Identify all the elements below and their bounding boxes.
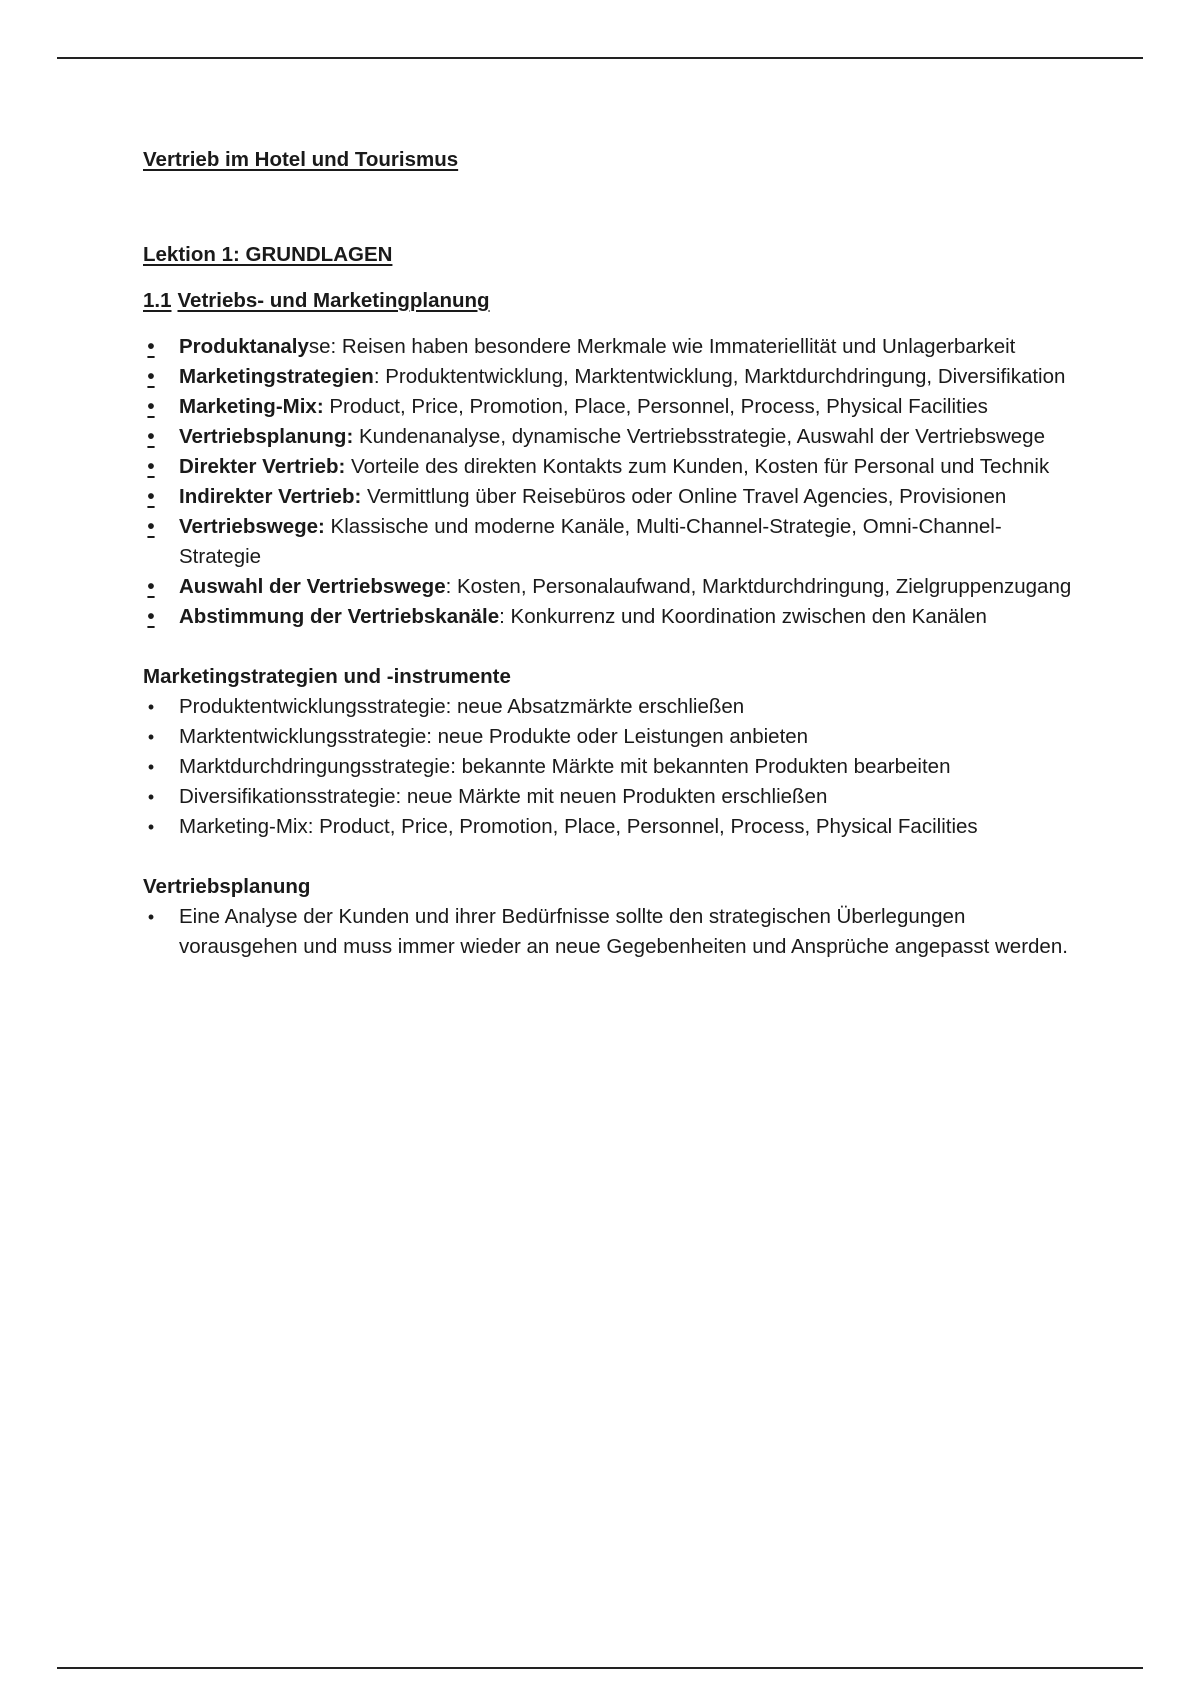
bullet-term: Marketingstrategien bbox=[179, 365, 374, 388]
list-item bbox=[143, 782, 1083, 812]
marketing-heading: Marketingstrategien und -instrumente bbox=[143, 665, 511, 688]
list-item bbox=[143, 362, 1083, 392]
list-item bbox=[143, 572, 1083, 602]
subsection-number: 1.1 bbox=[143, 289, 172, 312]
bullet-icon: • bbox=[147, 575, 155, 598]
bullet-icon: • bbox=[147, 605, 155, 628]
list-item bbox=[143, 602, 1083, 632]
bullet-text: Kundenanalyse, dynamische Vertriebsstrategie, Auswahl der Vertriebswege bbox=[353, 425, 1045, 448]
bullet-icon: • bbox=[147, 817, 155, 837]
list-item bbox=[143, 812, 1083, 842]
subsection-title: Vetriebs- und Marketingplanung bbox=[177, 289, 490, 312]
main-bullet-list bbox=[143, 332, 1083, 632]
bullet-icon: • bbox=[147, 787, 155, 807]
list-item bbox=[143, 422, 1083, 452]
bullet-icon: • bbox=[147, 697, 155, 717]
list-item bbox=[143, 332, 1083, 362]
footer-rule bbox=[57, 1667, 1143, 1669]
bullet-text: Vorteile des direkten Kontakts zum Kunden, Kosten für Personal und Technik bbox=[345, 455, 1050, 478]
list-item bbox=[143, 902, 1083, 962]
bullet-text: se: Reisen haben besondere Merkmale wie Immateriellität und Unlagerbarkeit bbox=[308, 335, 1016, 358]
list-item bbox=[143, 722, 1083, 752]
bullet-term: Vertriebsplanung: bbox=[179, 425, 354, 448]
list-item-text: Produktentwicklungsstrategie: neue Absatzmärkte erschließen bbox=[179, 695, 745, 718]
list-item-text: Marktentwicklungsstrategie: neue Produkte oder Leistungen anbieten bbox=[179, 725, 809, 748]
bullet-text: Klassische und moderne Kanäle, Multi-Channel-Strategie, Omni-Channel-Strategie bbox=[179, 515, 1002, 568]
bullet-text: Product, Price, Promotion, Place, Personnel, Process, Physical Facilities bbox=[323, 395, 988, 418]
bullet-text: : Kosten, Personalaufwand, Marktdurchdringung, Zielgruppenzugang bbox=[445, 575, 1072, 598]
list-item-text: Marketing-Mix: Product, Price, Promotion, Place, Personnel, Process, Physical Facilities bbox=[179, 815, 978, 838]
bullet-term: Produktanaly bbox=[179, 335, 309, 358]
bullet-icon: • bbox=[147, 727, 155, 747]
list-item-text: Diversifikationsstrategie: neue Märkte mit neuen Produkten erschließen bbox=[179, 785, 828, 808]
bullet-icon: • bbox=[147, 515, 155, 538]
list-item bbox=[143, 692, 1083, 722]
bullet-term: Vertriebswege: bbox=[179, 515, 325, 538]
bullet-text: Vermittlung über Reisebüros oder Online Travel Agencies, Provisionen bbox=[361, 485, 1007, 508]
list-item bbox=[143, 392, 1083, 422]
list-item-text: Eine Analyse der Kunden und ihrer Bedürfnisse sollte den strategischen Überlegungen vorausgehen und muss immer wieder an neue Gegebenheiten und Ansprüche angepasst werden. bbox=[179, 905, 1068, 958]
bullet-term: Abstimmung der Vertriebskanäle bbox=[179, 605, 500, 628]
header-rule bbox=[57, 57, 1143, 59]
bullet-icon: • bbox=[147, 365, 155, 388]
lesson-heading: Lektion 1: GRUNDLAGEN bbox=[143, 243, 393, 266]
bullet-term: Auswahl der Vertriebswege bbox=[179, 575, 446, 598]
bullet-term: Indirekter Vertrieb: bbox=[179, 485, 362, 508]
list-item bbox=[143, 752, 1083, 782]
list-item bbox=[143, 482, 1083, 512]
bullet-text: : Konkurrenz und Koordination zwischen den Kanälen bbox=[499, 605, 987, 628]
subsection-heading bbox=[143, 286, 1083, 316]
bullet-term: Direkter Vertrieb: bbox=[179, 455, 346, 478]
bullet-icon: • bbox=[147, 425, 155, 448]
list-item-text: Marktdurchdringungsstrategie: bekannte Märkte mit bekannten Produkten bearbeiten bbox=[179, 755, 951, 778]
vertriebsplanung-heading: Vertriebsplanung bbox=[143, 875, 311, 898]
vertriebsplanung-list bbox=[143, 902, 1083, 962]
document-title: Vertrieb im Hotel und Tourismus bbox=[143, 148, 459, 171]
bullet-icon: • bbox=[147, 757, 155, 777]
bullet-icon: • bbox=[147, 907, 155, 927]
bullet-icon: • bbox=[147, 395, 155, 418]
marketing-list bbox=[143, 692, 1083, 842]
bullet-term: Marketing-Mix: bbox=[179, 395, 324, 418]
bullet-icon: • bbox=[147, 335, 155, 358]
bullet-icon: • bbox=[147, 455, 155, 478]
document-body bbox=[143, 145, 1083, 962]
bullet-text: : Produktentwicklung, Marktentwicklung, Marktdurchdringung, Diversifikation bbox=[373, 365, 1066, 388]
list-item bbox=[143, 452, 1083, 482]
bullet-icon: • bbox=[147, 485, 155, 508]
list-item bbox=[143, 512, 1083, 572]
